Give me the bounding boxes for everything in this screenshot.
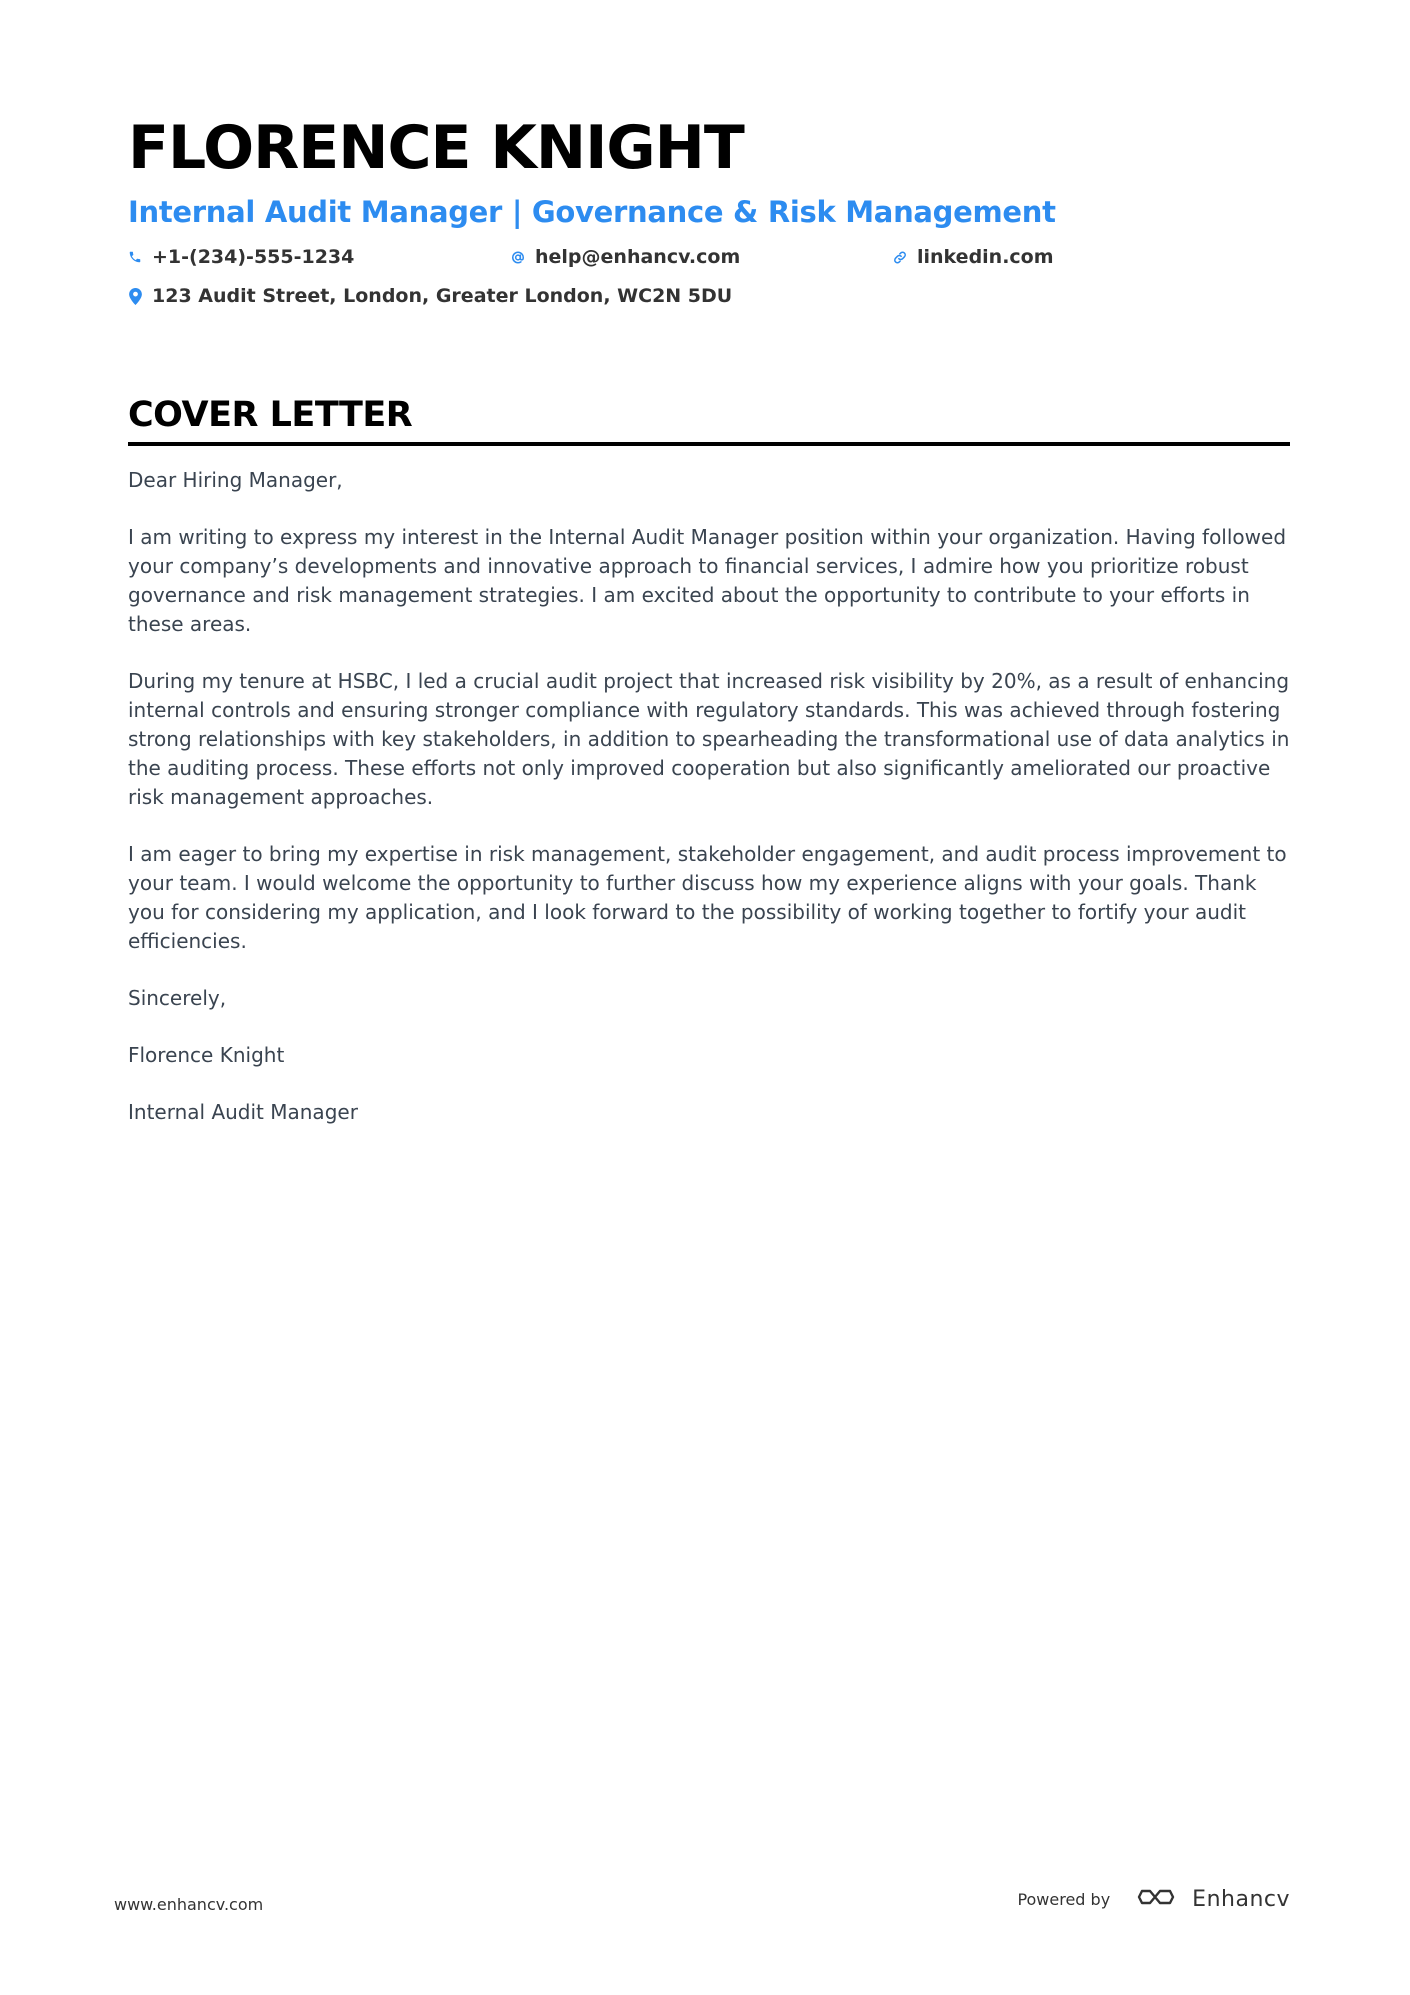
at-icon	[511, 248, 525, 266]
linkedin-text: linkedin.com	[917, 246, 1054, 268]
enhancv-logo-text: Enhancv	[1192, 1886, 1290, 1912]
footer-website[interactable]: www.enhancv.com	[114, 1895, 264, 1914]
link-icon	[893, 248, 907, 266]
powered-by-label: Powered by	[1017, 1889, 1111, 1909]
header	[128, 108, 1288, 322]
address-text: 123 Audit Street, London, Greater London, WC2N 5DU	[152, 285, 733, 307]
cover-letter-section	[128, 390, 1290, 1155]
contact-info	[128, 242, 1288, 322]
contact-address	[128, 281, 732, 311]
letter-body	[128, 466, 1290, 1127]
paragraph-2: During my tenure at HSBC, I led a crucial audit project that increased risk visibility by 20%, as a result of enhancing internal controls and ensuring stronger compliance with regulatory standards. This was achieved through fostering strong relationships with key stakeholders, in addition to spearheading the transformational use of data analytics in the auditing process. These efforts not only improved cooperation but also significantly ameliorated our proactive risk management approaches.	[128, 669, 1290, 809]
salutation: Dear Hiring Manager,	[128, 468, 343, 492]
applicant-title: Internal Audit Manager | Governance & Risk Management	[128, 195, 1056, 229]
section-divider	[128, 442, 1290, 446]
signature-title: Internal Audit Manager	[128, 1100, 358, 1124]
phone-text: +1-(234)-555-1234	[152, 246, 355, 268]
contact-phone	[128, 242, 354, 272]
section-title: COVER LETTER	[128, 395, 413, 435]
contact-email[interactable]	[511, 242, 740, 272]
enhancv-logo-icon	[1136, 1885, 1182, 1913]
phone-icon	[128, 248, 142, 266]
applicant-name: FLORENCE KNIGHT	[128, 113, 744, 183]
location-pin-icon	[128, 287, 142, 305]
paragraph-1: I am writing to express my interest in the Internal Audit Manager position within your organization. Having followed your company’s developments and innovative approach to financial services, I admire how you prioritize robust governance and risk management strategies. I am excited about the opportunity to contribute to your efforts in these areas.	[128, 525, 1287, 636]
email-text: help@enhancv.com	[535, 246, 741, 268]
footer-branding	[1017, 1885, 1290, 1913]
enhancv-logo[interactable]	[1136, 1885, 1290, 1913]
paragraph-3: I am eager to bring my expertise in risk management, stakeholder engagement, and audit process improvement to your team. I would welcome the opportunity to further discuss how my experience aligns with your goals. Thank you for considering my application, and I look forward to the possibility of working together to fortify your audit efficiencies.	[128, 842, 1287, 953]
signature-name: Florence Knight	[128, 1043, 285, 1067]
contact-linkedin[interactable]	[893, 242, 1054, 272]
closing: Sincerely,	[128, 986, 227, 1010]
